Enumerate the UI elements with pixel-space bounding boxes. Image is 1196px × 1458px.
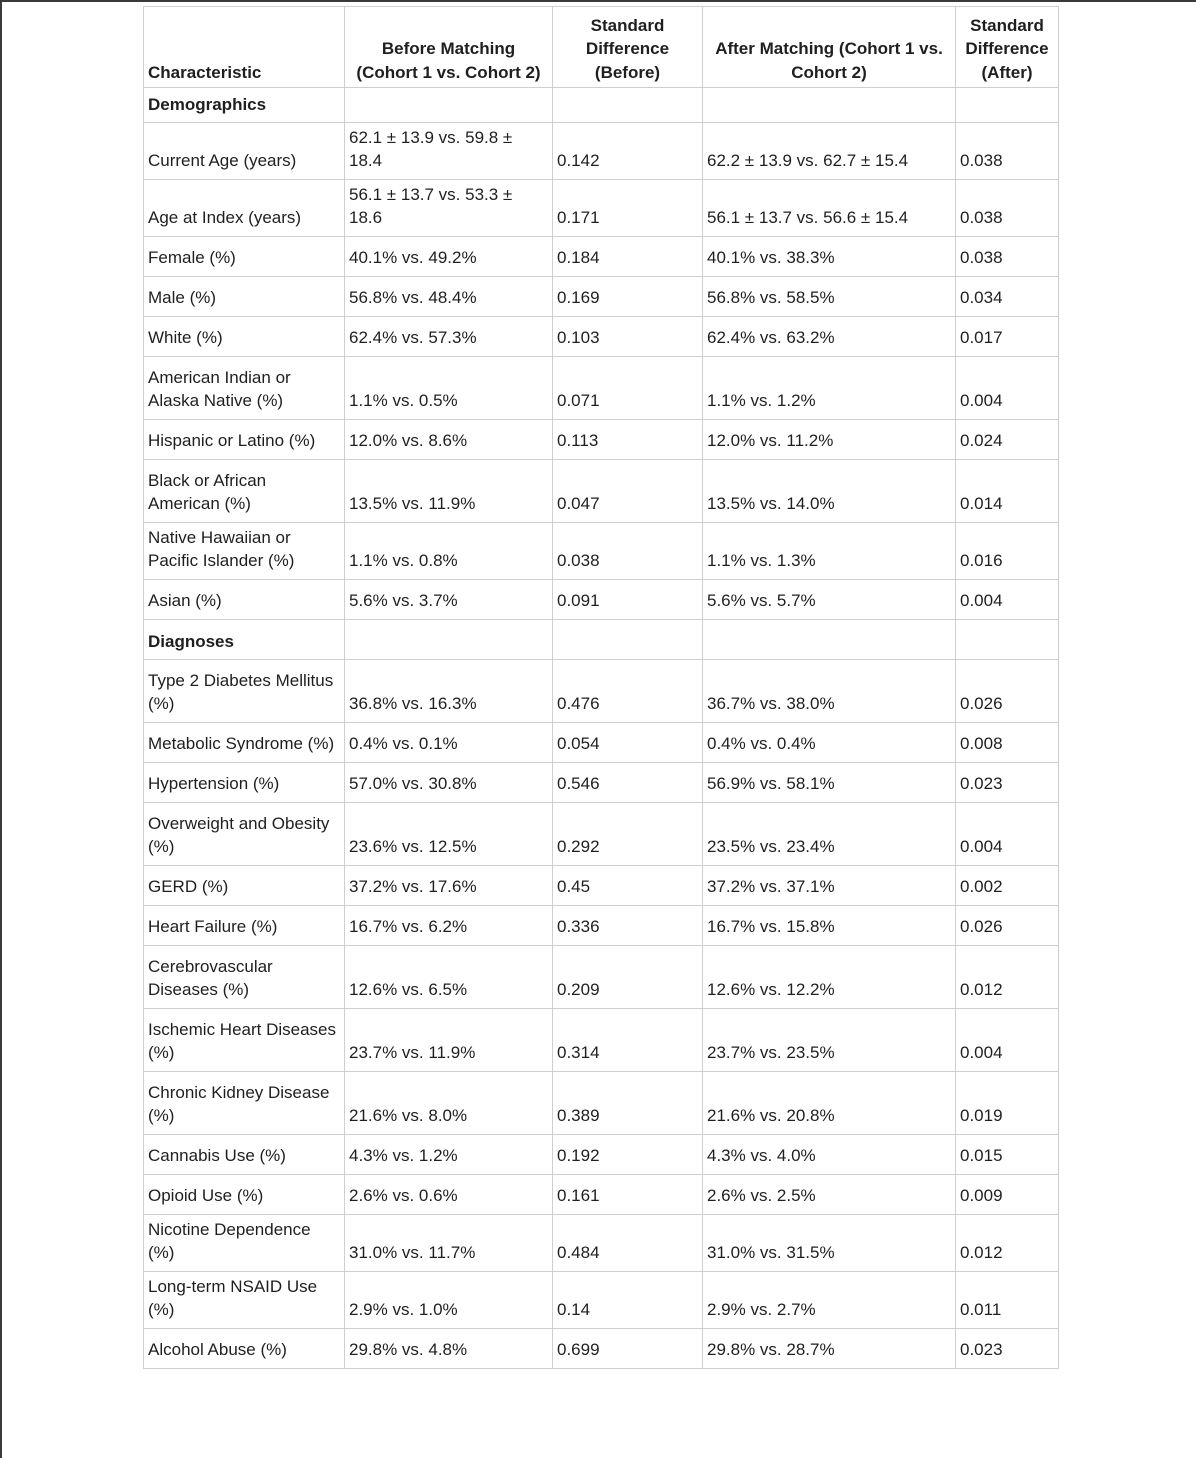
cell-characteristic: Opioid Use (%) [144,1174,345,1214]
cell-characteristic: Cannabis Use (%) [144,1134,345,1174]
cell-sd-after: 0.009 [956,1174,1059,1214]
cell-after-matching: 1.1% vs. 1.3% [703,522,956,579]
cell-characteristic: Hispanic or Latino (%) [144,419,345,459]
cell-before-matching: 5.6% vs. 3.7% [345,579,553,619]
cell-characteristic: Type 2 Diabetes Mellitus (%) [144,659,345,722]
table-row [144,1174,1059,1214]
cell-after-matching: 21.6% vs. 20.8% [703,1071,956,1134]
cell-sd-after: 0.008 [956,722,1059,762]
cell-sd-before: 0.484 [553,1214,703,1271]
cell-sd-before: 0.184 [553,236,703,276]
cell-before-matching: 12.6% vs. 6.5% [345,945,553,1008]
cell-characteristic: Asian (%) [144,579,345,619]
cell-sd-after: 0.012 [956,945,1059,1008]
table-row [144,1071,1059,1134]
cell-after-matching: 12.0% vs. 11.2% [703,419,956,459]
cell-characteristic: Long-term NSAID Use (%) [144,1271,345,1328]
header-sd-before: Standard Difference (Before) [553,7,703,88]
cell-characteristic: Age at Index (years) [144,179,345,236]
window-top-border [0,0,1196,2]
cell-sd-before: 0.038 [553,522,703,579]
table-row [144,762,1059,802]
cell-sd-after: 0.038 [956,236,1059,276]
cell-sd-before: 0.113 [553,419,703,459]
cell-sd-after: 0.004 [956,579,1059,619]
cell-after-matching: 23.5% vs. 23.4% [703,802,956,865]
empty-cell [703,88,956,123]
cell-before-matching: 31.0% vs. 11.7% [345,1214,553,1271]
table-row [144,1214,1059,1271]
empty-cell [345,619,553,659]
cell-sd-before: 0.071 [553,356,703,419]
table-row [144,905,1059,945]
section-heading: Demographics [144,88,345,123]
cell-after-matching: 5.6% vs. 5.7% [703,579,956,619]
cell-after-matching: 2.9% vs. 2.7% [703,1271,956,1328]
cell-after-matching: 56.1 ± 13.7 vs. 56.6 ± 15.4 [703,179,956,236]
cell-before-matching: 36.8% vs. 16.3% [345,659,553,722]
cell-sd-after: 0.014 [956,459,1059,522]
cell-before-matching: 21.6% vs. 8.0% [345,1071,553,1134]
cell-characteristic: Alcohol Abuse (%) [144,1328,345,1368]
cell-characteristic: American Indian or Alaska Native (%) [144,356,345,419]
cell-before-matching: 56.8% vs. 48.4% [345,276,553,316]
cell-before-matching: 29.8% vs. 4.8% [345,1328,553,1368]
cell-sd-before: 0.091 [553,579,703,619]
cell-after-matching: 37.2% vs. 37.1% [703,865,956,905]
empty-cell [553,619,703,659]
header-sd-after: Standard Difference (After) [956,7,1059,88]
cell-after-matching: 56.8% vs. 58.5% [703,276,956,316]
cell-characteristic: Hypertension (%) [144,762,345,802]
empty-cell [553,88,703,123]
cell-sd-after: 0.026 [956,659,1059,722]
cell-sd-after: 0.004 [956,802,1059,865]
cell-characteristic: Black or African American (%) [144,459,345,522]
cell-sd-after: 0.004 [956,356,1059,419]
empty-cell [703,619,956,659]
cell-sd-after: 0.024 [956,419,1059,459]
table-row [144,419,1059,459]
table-row [144,802,1059,865]
cell-before-matching: 1.1% vs. 0.8% [345,522,553,579]
table-row [144,659,1059,722]
cell-before-matching: 57.0% vs. 30.8% [345,762,553,802]
cell-sd-before: 0.699 [553,1328,703,1368]
table-row [144,459,1059,522]
cell-sd-before: 0.103 [553,316,703,356]
cell-after-matching: 36.7% vs. 38.0% [703,659,956,722]
cell-characteristic: Native Hawaiian or Pacific Islander (%) [144,522,345,579]
cell-characteristic: Ischemic Heart Diseases (%) [144,1008,345,1071]
table-row [144,356,1059,419]
cell-before-matching: 1.1% vs. 0.5% [345,356,553,419]
table-row [144,1271,1059,1328]
cell-before-matching: 62.1 ± 13.9 vs. 59.8 ± 18.4 [345,122,553,179]
cell-characteristic: Heart Failure (%) [144,905,345,945]
cell-after-matching: 56.9% vs. 58.1% [703,762,956,802]
section-heading: Diagnoses [144,619,345,659]
cell-before-matching: 40.1% vs. 49.2% [345,236,553,276]
cell-sd-after: 0.004 [956,1008,1059,1071]
table-row [144,276,1059,316]
table-row [144,316,1059,356]
cell-characteristic: Current Age (years) [144,122,345,179]
cell-before-matching: 2.9% vs. 1.0% [345,1271,553,1328]
cell-after-matching: 0.4% vs. 0.4% [703,722,956,762]
cell-after-matching: 40.1% vs. 38.3% [703,236,956,276]
cell-after-matching: 2.6% vs. 2.5% [703,1174,956,1214]
cell-characteristic: Male (%) [144,276,345,316]
cell-sd-before: 0.054 [553,722,703,762]
cell-characteristic: White (%) [144,316,345,356]
cell-after-matching: 31.0% vs. 31.5% [703,1214,956,1271]
cell-sd-after: 0.026 [956,905,1059,945]
cell-sd-before: 0.169 [553,276,703,316]
cell-sd-before: 0.171 [553,179,703,236]
cell-before-matching: 13.5% vs. 11.9% [345,459,553,522]
table-row [144,1008,1059,1071]
cell-before-matching: 12.0% vs. 8.6% [345,419,553,459]
cell-characteristic: Nicotine Dependence (%) [144,1214,345,1271]
empty-cell [956,88,1059,123]
cell-after-matching: 13.5% vs. 14.0% [703,459,956,522]
cell-before-matching: 62.4% vs. 57.3% [345,316,553,356]
header-before-matching: Before Matching (Cohort 1 vs. Cohort 2) [345,7,553,88]
table-row [144,522,1059,579]
cell-sd-before: 0.476 [553,659,703,722]
cell-sd-after: 0.023 [956,762,1059,802]
section-row [144,619,1059,659]
cell-after-matching: 62.2 ± 13.9 vs. 62.7 ± 15.4 [703,122,956,179]
cell-sd-after: 0.034 [956,276,1059,316]
cell-sd-before: 0.209 [553,945,703,1008]
cell-sd-after: 0.016 [956,522,1059,579]
table-header [144,7,1059,88]
cell-characteristic: Chronic Kidney Disease (%) [144,1071,345,1134]
cell-before-matching: 4.3% vs. 1.2% [345,1134,553,1174]
header-row [144,7,1059,88]
header-characteristic: Characteristic [144,7,345,88]
table-row [144,865,1059,905]
cell-before-matching: 23.7% vs. 11.9% [345,1008,553,1071]
cell-after-matching: 23.7% vs. 23.5% [703,1008,956,1071]
table-row [144,579,1059,619]
empty-cell [345,88,553,123]
cell-sd-before: 0.047 [553,459,703,522]
cell-characteristic: Female (%) [144,236,345,276]
empty-cell [956,619,1059,659]
cell-sd-before: 0.336 [553,905,703,945]
cell-characteristic: GERD (%) [144,865,345,905]
table-row [144,236,1059,276]
cell-before-matching: 2.6% vs. 0.6% [345,1174,553,1214]
cell-sd-after: 0.012 [956,1214,1059,1271]
cell-after-matching: 62.4% vs. 63.2% [703,316,956,356]
cell-before-matching: 23.6% vs. 12.5% [345,802,553,865]
cell-after-matching: 1.1% vs. 1.2% [703,356,956,419]
cell-characteristic: Cerebrovascular Diseases (%) [144,945,345,1008]
cell-sd-after: 0.019 [956,1071,1059,1134]
cell-sd-after: 0.017 [956,316,1059,356]
table-row [144,722,1059,762]
table-row [144,122,1059,179]
cell-sd-before: 0.389 [553,1071,703,1134]
cell-sd-before: 0.546 [553,762,703,802]
cell-after-matching: 4.3% vs. 4.0% [703,1134,956,1174]
cell-before-matching: 56.1 ± 13.7 vs. 53.3 ± 18.6 [345,179,553,236]
table-row [144,179,1059,236]
cell-sd-before: 0.142 [553,122,703,179]
table-row [144,1134,1059,1174]
cell-sd-after: 0.011 [956,1271,1059,1328]
header-after-matching: After Matching (Cohort 1 vs. Cohort 2) [703,7,956,88]
matching-table [143,6,1059,1369]
cell-characteristic: Metabolic Syndrome (%) [144,722,345,762]
cell-after-matching: 12.6% vs. 12.2% [703,945,956,1008]
cell-characteristic: Overweight and Obesity (%) [144,802,345,865]
cell-sd-before: 0.292 [553,802,703,865]
cell-sd-before: 0.45 [553,865,703,905]
table-row [144,1328,1059,1368]
cell-sd-after: 0.038 [956,179,1059,236]
cell-sd-after: 0.015 [956,1134,1059,1174]
cell-sd-before: 0.314 [553,1008,703,1071]
cell-sd-before: 0.192 [553,1134,703,1174]
table-body [144,88,1059,1369]
cell-before-matching: 16.7% vs. 6.2% [345,905,553,945]
cell-before-matching: 37.2% vs. 17.6% [345,865,553,905]
window-left-border [0,0,2,1458]
cell-before-matching: 0.4% vs. 0.1% [345,722,553,762]
cell-after-matching: 29.8% vs. 28.7% [703,1328,956,1368]
cell-after-matching: 16.7% vs. 15.8% [703,905,956,945]
cell-sd-before: 0.14 [553,1271,703,1328]
cell-sd-before: 0.161 [553,1174,703,1214]
cell-sd-after: 0.002 [956,865,1059,905]
cell-sd-after: 0.023 [956,1328,1059,1368]
table-row [144,945,1059,1008]
cell-sd-after: 0.038 [956,122,1059,179]
section-row [144,88,1059,123]
